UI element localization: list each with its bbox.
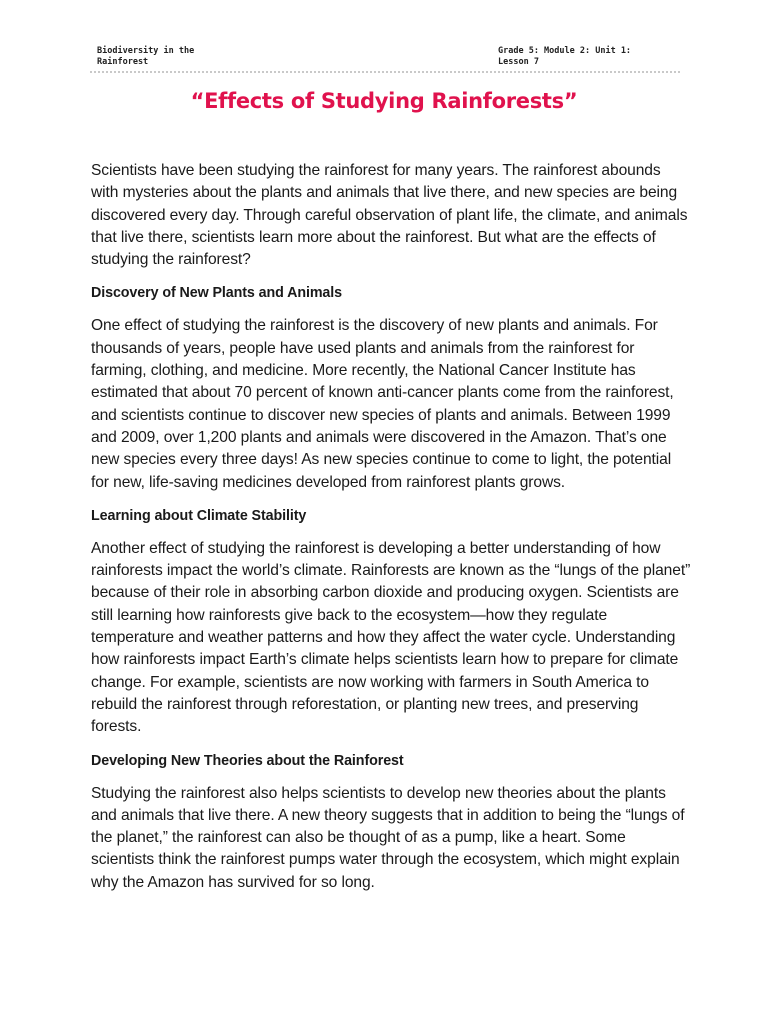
- section-heading-discovery: Discovery of New Plants and Animals: [91, 285, 343, 302]
- header-divider: [90, 71, 680, 73]
- article-body: [91, 160, 691, 905]
- section-text-climate: Another effect of studying the rainforest is developing a better understanding of how rainforests impact the world’s climate. Rainforests are known as the “lungs of the planet” because of their role in absorbing carbon dioxide and producing oxygen. Scientists are still learning how rainforests give back to the ecosystem—how they regulate temperature and weather patterns and how they affect the water cycle. Understanding how rainforests impact Earth’s climate helps scientists learn how to prepare for climate change. For example, scientists are now working with farmers in South America to rebuild the rainforest through reforestation, or planting new trees, and preserving forests.: [91, 539, 691, 736]
- running-header: [97, 46, 680, 68]
- section-heading-climate: Learning about Climate Stability: [91, 507, 307, 524]
- intro-paragraph: Scientists have been studying the rainforest for many years. The rainforest abounds with mysteries about the plants and animals that live there, and new species are being discovered every day. Through careful observation of plant life, the climate, and animals that live there, scientists learn more about the rainforest. But what are the effects of studying the rainforest?: [91, 162, 688, 269]
- header-module-title: Biodiversity in the Rainforest: [97, 46, 195, 67]
- section-text-theories: Studying the rainforest also helps scientists to develop new theories about the plants and animals that live there. A new theory suggests that in addition to being the “lungs of the planet,” the rainforest can also be thought of as a pump, like a heart. Some scientists think the rainforest pumps water through the ecosystem, which might explain why the Amazon has survived for so long.: [91, 784, 685, 891]
- section-heading-theories: Developing New Theories about the Rainforest: [91, 752, 404, 769]
- header-lesson-info: Grade 5: Module 2: Unit 1: Lesson 7: [498, 46, 632, 67]
- section-text-discovery: One effect of studying the rainforest is the discovery of new plants and animals. For thousands of years, people have used plants and animals from the rainforest for farming, clothing, and medicine. More recently, the National Cancer Institute has estimated that about 70 percent of known anti-cancer plants come from the rainforest, and scientists continue to discover new species of plants and animals. Between 1999 and 2009, over 1,200 plants and animals were discovered in the Amazon. That’s one new species every three days! As new species continue to come to light, the potential for new, life-saving medicines developed from rainforest plants grows.: [91, 317, 674, 491]
- page-title: “Effects of Studying Rainforests”: [190, 89, 578, 113]
